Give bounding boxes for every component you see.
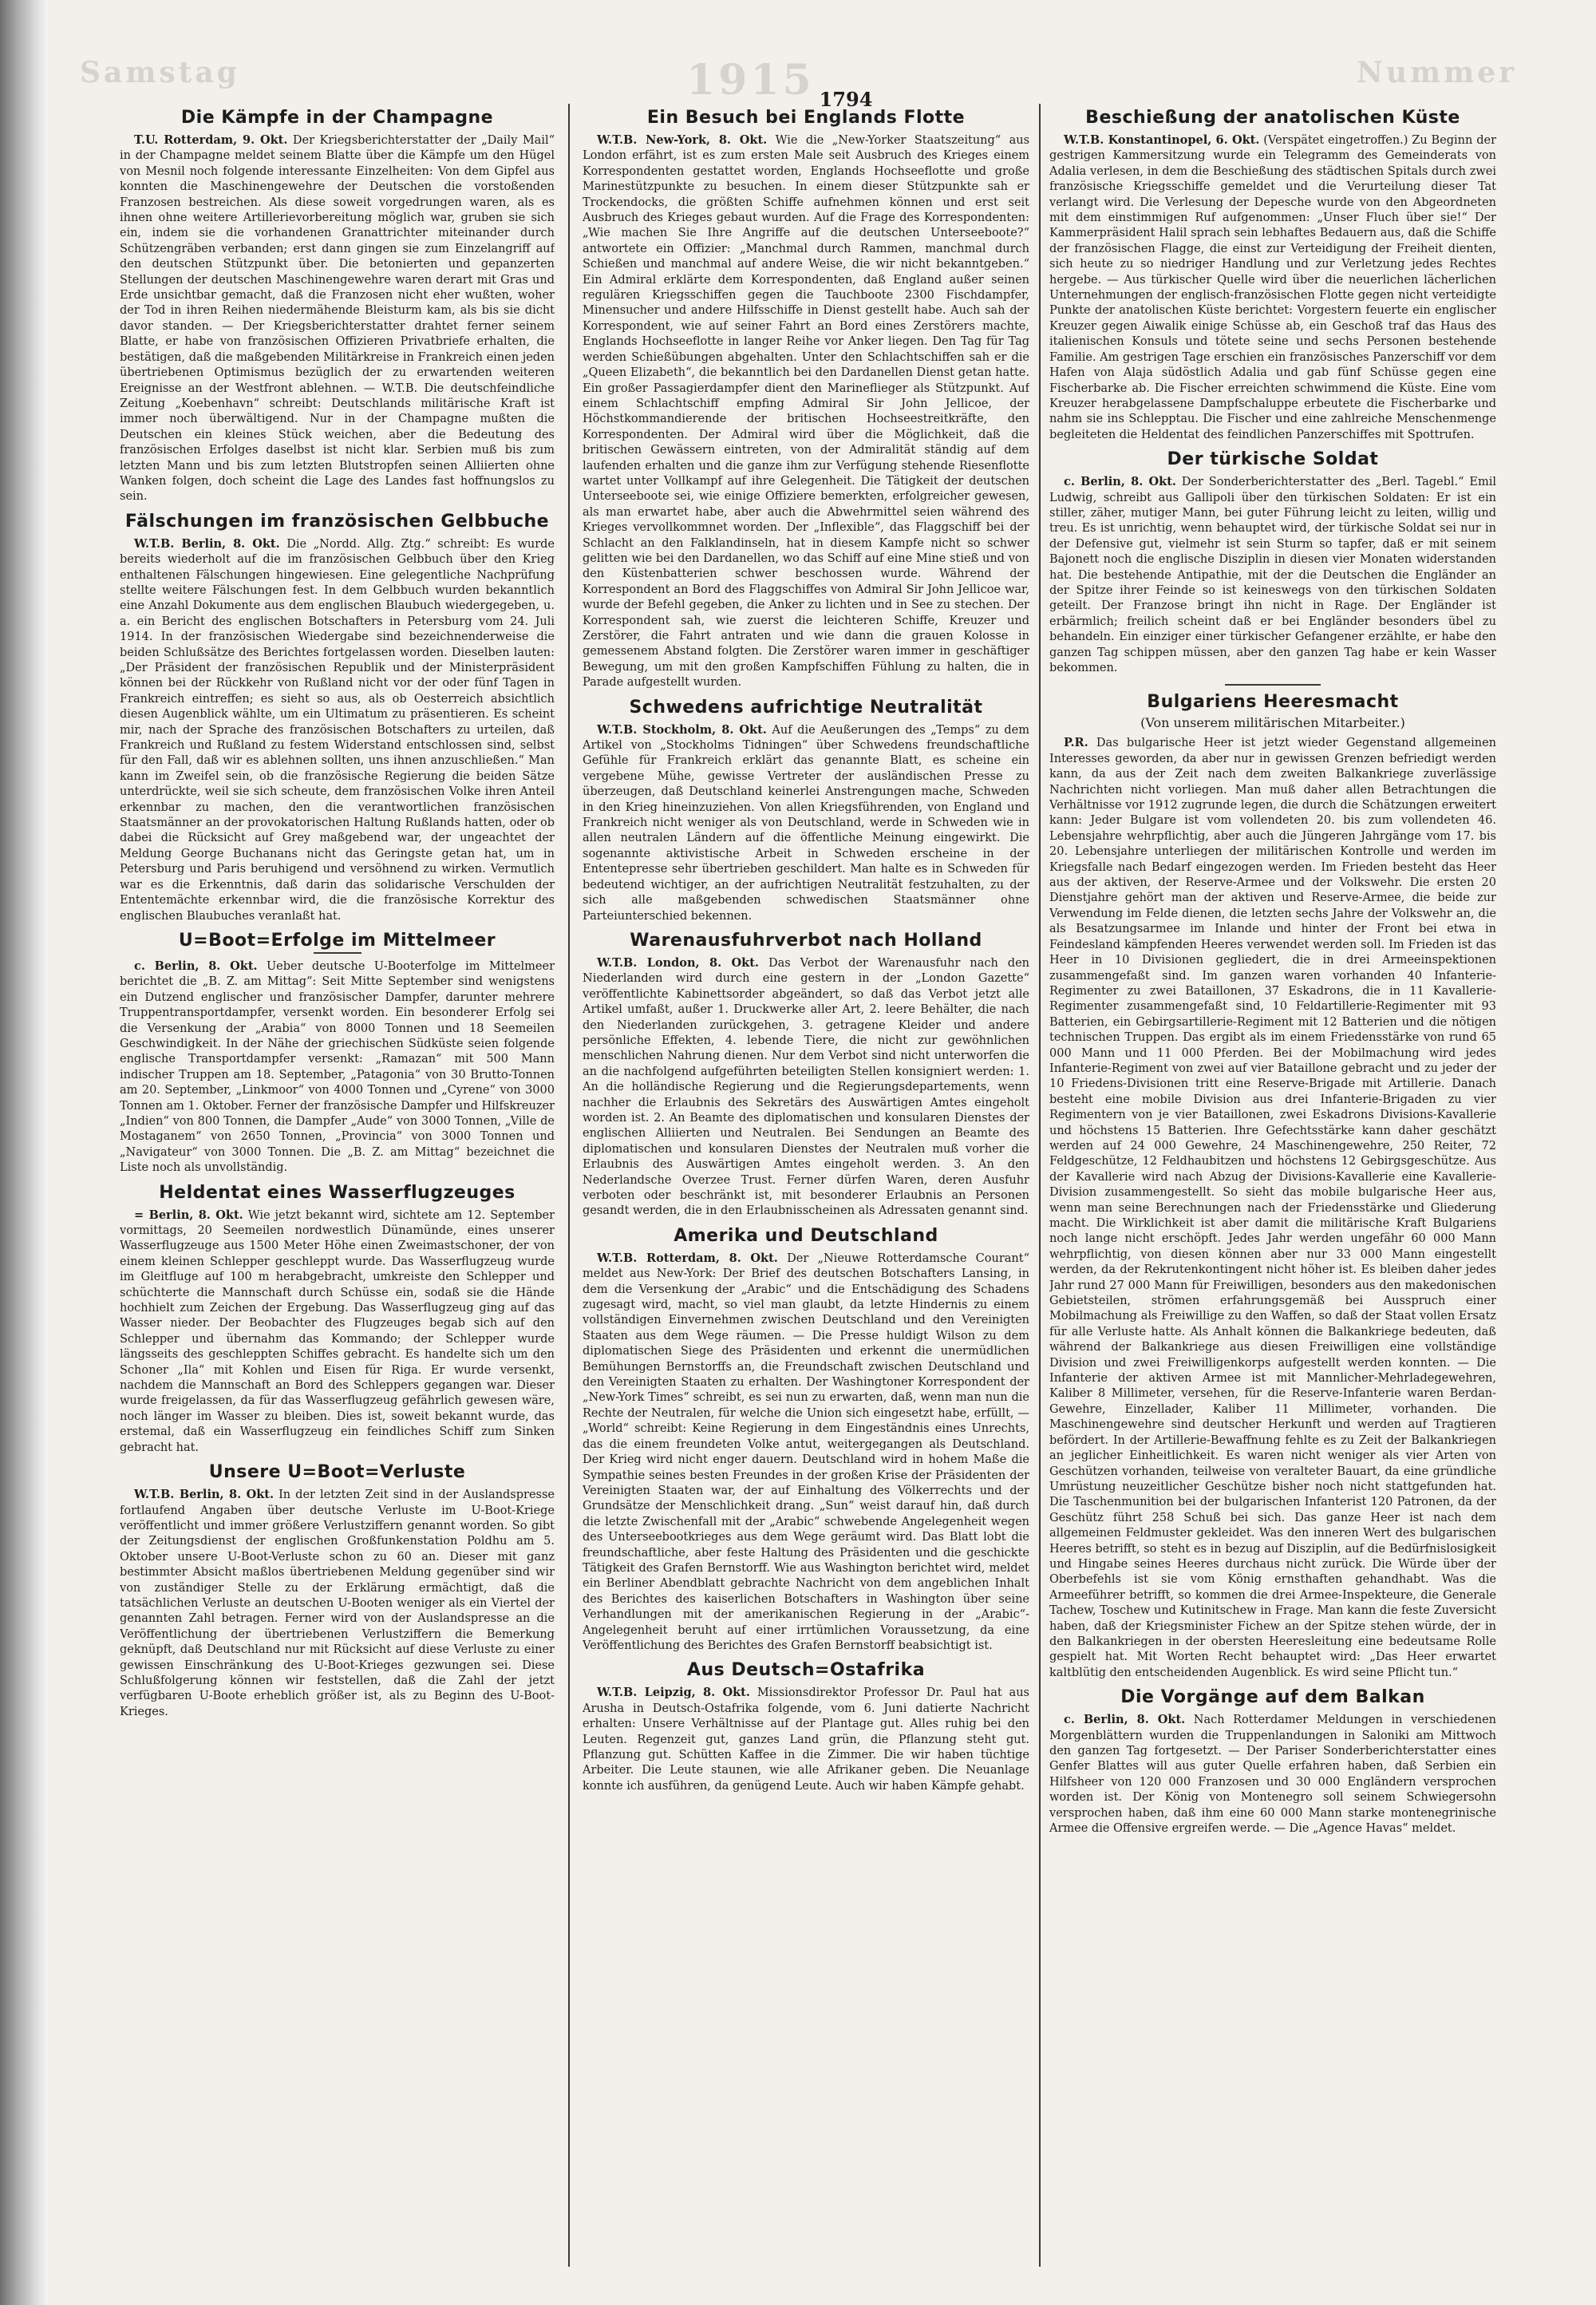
page-number: 1794 xyxy=(819,88,873,111)
article-dateline: W.T.B. Konstantinopel, 6. Okt. xyxy=(1064,133,1260,147)
article-headline: Schwedens aufrichtige Neutralität xyxy=(629,697,983,718)
article-headline: Bulgariens Heeresmacht xyxy=(1147,692,1399,713)
article-body xyxy=(120,1487,555,1720)
article-text: Auf die Aeußerungen des „Temps“ zu dem Artikel von „Stockholms Tidningen“ über Schwedens freundschaftliche Gefühle für Frankreich erklärt das genannte Blatt, es scheine ein vergebene Mühe, gewisse Vertreter der ausländischen Presse zu überzeugen, daß Deutschland keinerlei Anstrengungen mache, Schweden in den Krieg hineinzuziehen. Von allen Kriegsführenden, von England und Frankreich nicht weniger als von Deutschland, werde in Schweden wie in allen neutralen Ländern auf die öffentliche Meinung eingewirkt. Die sogenannte aktivistische Arbeit in Schweden erscheine in der Ententepresse sehr übertrieben geschildert. Man halte es in Schweden für bedeutend wichtiger, an der aufrichtigen Neutralität festzuhalten, zu der sich alle maßgebenden schwedischen Staatsmänner ohne Parteiunterschied bekennen. xyxy=(583,723,1029,923)
section-divider xyxy=(1225,684,1321,686)
article-dateline: = Berlin, 8. Okt. xyxy=(134,1208,243,1222)
column-3 xyxy=(1049,108,1496,2263)
article-gelbbuch xyxy=(120,512,555,924)
bleed-through-text-right: Nummer xyxy=(1357,56,1518,89)
article-headline: Aus Deutsch=Ostafrika xyxy=(686,1660,926,1681)
bleed-through-text-center: 1915 xyxy=(686,56,815,105)
article-body xyxy=(120,1208,555,1457)
article-body xyxy=(583,722,1029,924)
article-subtitle: (Von unserem militärischen Mitarbeiter.) xyxy=(1140,715,1405,731)
article-text: Das Verbot der Warenausfuhr nach den Niederlanden wird durch eine gestern in der „London Gazette“ veröffentlichte Kabinettsorder abgeändert, so daß das Verbot jetzt alle Artikel umfaßt, außer 1. Druckwerke aller Art, 2. leere Behälter, die nach den Niederlanden zurückgehen, 3. getragene Kleider und andere persönliche Effekten, 4. lebende Tiere, die nicht zur gewöhnlichen menschlichen Nahrung dienen. Nur dem Verbot sind nicht unterworfen die an die nachfolgend aufgeführten beteiligten Stellen konsigniert werden: 1. An die holländische Regierung und die Regierungsdepartements, wenn nachher die Erlaubnis des Sekretärs des Auswärtigen Amtes eingeholt worden ist. 2. An Beamte des diplomatischen und konsularen Dienstes der englischen Alliierten und Neutralen. Bei Sendungen an Beamte des diplomatischen und konsularen Dienstes der Neutralen muß vorher die Erlaubnis des Auswärtigen Amtes eingeholt werden. 3. An den Nederlandsche Overzee Trust. Ferner dürfen Waren, deren Ausfuhr verboten oder beschränkt ist, mit besonderer Erlaubnis an Personen gesandt werden, die in den Erlaubnisscheinen als Adressaten genannt sind. xyxy=(583,956,1029,1218)
article-dateline: c. Berlin, 8. Okt. xyxy=(1064,475,1176,489)
headline-divider xyxy=(314,952,361,954)
article-dateline: W.T.B. Berlin, 8. Okt. xyxy=(134,536,280,551)
article-headline: Warenausfuhrverbot nach Holland xyxy=(630,930,982,951)
article-champagne xyxy=(120,108,555,505)
article-ostafrika xyxy=(583,1660,1029,1794)
article-body xyxy=(1049,474,1496,676)
article-text: In der letzten Zeit sind in der Auslandspresse fortlaufend Angaben über deutsche Verluste im U-Boot-Kriege veröffentlicht und immer größere Verlustziffern genannt worden. So gibt der Zeitungsdienst der englischen Großfunkenstation Poldhu am 5. Oktober unsere U-Boot-Verluste schon zu 60 an. Dieser mit ganz bestimmter Absicht maßlos übertriebenen Meldung gegenüber sind wir von zuständiger Stelle zu der Erklärung ermächtigt, daß die tatsächlichen Verluste an deutschen U-Booten weniger als ein Viertel der genannten Zahl betragen. Ferner wird von der Auslandspresse an die Veröffentlichung der übertriebenen Verlustziffern die Bemerkung geknüpft, daß Deutschland nur mit Rücksicht auf diese Verluste zu einer gewissen Einschränkung des U-Boot-Krieges gezwungen sei. Diese Schlußfolgerung können wir feststellen, daß die Zahl der jetzt verfügbaren U-Boote erheblich größer ist, als zu Beginn des U-Boot-Krieges. xyxy=(120,1489,555,1718)
article-text: Der Sonderberichterstatter des „Berl. Tagebl.“ Emil Ludwig, schreibt aus Gallipoli über den türkischen Soldaten: Er ist ein stiller, zäher, mutiger Mann, bei guter Führung leicht zu leiten, willig und treu. Es ist unrichtig, wenn behauptet wird, der türkische Soldat sei nur in der Defensive gut, vielmehr ist sein Sturm so tapfer, daß er mit seinem Bajonett noch die englische Disziplin in diesen vier Monaten widerstanden hat. Die bestehende Antipathie, mit der die Deutschen die Engländer an der Spitze ihrer Feinde so ist keineswegs von den türkischen Soldaten geteilt. Der Franzose bringt ihn nicht in Rage. Der Engländer ist erbärmlich; freilich scheint daß er bei Engländer besonders übel zu behandeln. Ein einziger einer türkischer Gefangener erzählte, er habe den ganzen Tag schippen müssen, aber den ganzen Tag habe er kein Wasser bekommen. xyxy=(1049,476,1496,674)
article-bulgarien xyxy=(1049,692,1496,1681)
article-englands-flotte xyxy=(583,108,1029,691)
article-body xyxy=(120,959,555,1176)
column-rule xyxy=(568,104,570,2267)
article-text: Ueber deutsche U-Booterfolge im Mittelmeer berichtet die „B. Z. am Mittag“: Seit Mitte September sind wenigstens ein Dutzend englischer und französischer Dampfer, darunter mehrere Truppentransportdampfer, versenkt worden. Ein besonderer Erfolg sei die Versenkung der „Arabia“ von 8000 Tonnen und 18 Seemeilen Geschwindigkeit. In der Nähe der griechischen Südküste seien folgende englische Transportdampfer versenkt: „Ramazan“ mit 500 Mann indischer Truppen am 18. September, „Patagonia“ von 30 Brutto-Tonnen am 20. September, „Linkmoor“ von 4000 Tonnen und „Cyrene“ von 3000 Tonnen am 1. Oktober. Ferner der französische Dampfer und Hilfskreuzer „Indien“ von 800 Tonnen, die Dampfer „Aude“ von 3000 Tonnen, „Ville de Mostaganem“ von 2650 Tonnen, „Provincia“ von 3000 Tonnen und „Navigateur“ von 3000 Tonnen. Die „B. Z. am Mittag“ bezeichnet die Liste noch als unvollständig. xyxy=(120,959,555,1175)
article-headline: U=Boot=Erfolge im Mittelmeer xyxy=(178,930,496,951)
bleed-through-text-left: Samstag xyxy=(80,56,240,89)
article-body xyxy=(583,955,1029,1220)
article-dateline: W.T.B. Leipzig, 8. Okt. xyxy=(597,1686,750,1700)
article-body xyxy=(1049,1712,1496,1836)
article-uboot-mittelmeer xyxy=(120,931,555,1176)
article-anatolische-kueste xyxy=(1049,108,1496,443)
article-headline: Amerika und Deutschland xyxy=(674,1225,938,1246)
article-body xyxy=(1049,132,1496,443)
article-headline: Unsere U=Boot=Verluste xyxy=(208,1462,466,1483)
article-body xyxy=(583,1251,1029,1655)
article-balkan xyxy=(1049,1687,1496,1836)
article-dateline: W.T.B. New-York, 8. Okt. xyxy=(597,133,768,147)
article-warenausfuhr xyxy=(583,931,1029,1220)
article-dateline: W.T.B. Stockholm, 8. Okt. xyxy=(597,722,767,737)
article-headline: Heldentat eines Wasserflugzeuges xyxy=(159,1182,516,1203)
article-dateline: W.T.B. Rotterdam, 8. Okt. xyxy=(597,1251,778,1265)
article-headline: Der türkische Soldat xyxy=(1167,449,1379,470)
article-dateline: T.U. Rotterdam, 9. Okt. xyxy=(134,133,288,147)
article-dateline: c. Berlin, 8. Okt. xyxy=(134,959,258,973)
book-binding-edge xyxy=(0,0,48,2305)
column-rule xyxy=(1039,104,1041,2267)
article-dateline: c. Berlin, 8. Okt. xyxy=(1064,1713,1186,1727)
article-body xyxy=(1049,735,1496,1681)
article-text: Wie die „New-Yorker Staatszeitung“ aus London erfährt, ist es zum ersten Male seit Ausbruch des Krieges einem Korrespondenten gestattet worden, Englands Hochseeflotte und große Marinestützpunkte zu besuchen. In einem dieser Stützpunkte sah er Trockendocks, die größten Schiffe aufnehmen können und erst seit Ausbruch des Krieges gebaut wurden. Auf die Frage des Korrespondenten: „Wie machen Sie Ihre Angriffe auf die deutschen Unterseeboote?“ antwortete ein Offizier: „Manchmal durch Rammen, manchmal durch Schießen und manchmal auf andere Weise, die wir nicht bekanntgeben.“ Ein Admiral erklärte dem Korrespondenten, daß England außer seinen regulären Kriegsschiffen gegen die Tauchboote 2300 Fischdampfer, Minensucher und andere Hilfsschiffe in Dienst gestellt habe. Auch sah der Korrespondent, wie auf seiner Fahrt an Bord eines Zerstörers machte, Englands Hochseeflotte in langer Reihe vor Anker liegen. Den Tag für Tag werden Schießübungen abgehalten. Unter den Schlachtschiffen sah er die „Queen Elizabeth“, die bekanntlich bei den Dardanellen Dienst getan hatte. Ein großer Passagierdampfer dient den Marineflieger als Stützpunkt. Auf einem Schlachtschiff empfing Admiral Sir John Jellicoe, der Höchstkommandierende der britischen Hochseestreitkräfte, den Korrespondenten. Der Admiral wird über die Möglichkeit, daß die britischen Gewässern eintreten, von der Admiralität ständig auf dem laufenden erhalten und die ganze ihm zur Verfügung stehende Riesenflotte wartet unter Vollkampf auf ihre Gelegenheit. Die Tätigkeit der deutschen Unterseeboote sei, wie einige Offiziere bemerkten, erfolgreicher gewesen, als man erwartet habe, aber auch die Abwehrmittel seien während des Krieges vervollkommnet worden. Der „Inflexible“, das Flaggschiff bei der Schlacht an den Falklandinseln, hat in diesem Kampfe nicht so schwer gelitten wie bei den Dardanellen, wo das Schiff auf eine Mine stieß und von den Küstenbatterien schwer beschossen wurde. Während der Korrespondent an Bord des Flaggschiffes von Admiral Sir John Jellicoe war, wurde der Befehl gegeben, die Anker zu lichten und in See zu stechen. Der Korrespondent sah, wie zuerst die leichteren Schiffe, Kreuzer und Zerstörer, die Fahrt antraten und wie dann die grauen Kolosse in gemessenem Abstand folgten. Die Zerstörer waren immer in geschäftiger Bewegung, um mit den großen Kampfschiffen Fühlung zu halten, die in Parade aufgestellt wurden. xyxy=(583,134,1029,690)
article-headline: Die Vorgänge auf dem Balkan xyxy=(1120,1687,1425,1708)
article-text: Wie jetzt bekannt wird, sichtete am 12. September vormittags, 20 Seemeilen nordwestlich Dünamünde, eines unserer Wasserflugzeuge aus 1500 Meter Höhe einen Zweimastschoner, der von einem kleinen Schlepper geschleppt wurde. Das Wasserflugzeug wurde im Gleitfluge auf 100 m herabgebracht, umkreiste den Schlepper und schüchterte die Mannschaft durch Schüsse ein, sodaß sie die Hände hochhielt zum Zeichen der Ergebung. Das Wasserflugzeug ging auf das Wasser nieder. Der Beobachter des Flugzeuges begab sich auf den Schlepper und übernahm das Kommando; der Schlepper wurde längsseits des geschleppten Schiffes gebracht. Es handelte sich um den Schoner „Ila“ mit Kohlen und Eisen für Riga. Er wurde versenkt, nachdem die Mannschaft an Bord des Schleppers gegangen war. Dieser wurde freigelassen, da für das Wasserflugzeug gefährlich gewesen wäre, noch länger im Wasser zu bleiben. Dies ist, soweit bekannt wurde, das erstemal, daß ein Wasserflugzeug ein feindliches Schiff zum Sinken gebracht hat. xyxy=(120,1208,555,1454)
column-1 xyxy=(120,108,555,2263)
article-amerika xyxy=(583,1226,1029,1655)
article-dateline: W.T.B. Berlin, 8. Okt. xyxy=(134,1488,275,1502)
article-dateline: P.R. xyxy=(1064,736,1088,750)
article-text: Nach Rotterdamer Meldungen in verschiedenen Morgenblättern wurden die Truppenlandungen in Saloniki am Mittwoch den ganzen Tag fortgesetzt. — Der Pariser Sonderberichterstatter eines Genfer Blattes will aus guter Quelle erfahren haben, daß Serbien ein Hilfsheer von 120 000 Franzosen und 30 000 Engländern versprochen worden ist. Der König von Montenegro soll seinem Schwiegersohn versprochen haben, daß ihm eine 60 000 Mann starke montenegrinische Armee die Offensive ergreifen werde. — Die „Agence Havas“ meldet. xyxy=(1049,1714,1496,1836)
article-text: Der Kriegsberichterstatter der „Daily Mail“ in der Champagne meldet seinem Blatte über die Kämpfe um den Hügel von Mesnil noch folgende interessante Einzelheiten: Von dem Gipfel aus konnten die Maschinengewehre der Deutschen die vorstoßenden Franzosen bestreichen. Als diese soweit vorgedrungen waren, als es ihnen ohne weitere Artillerievorbereitung möglich war, gruben sie sich ein, indem sie die vorhandenen Granattrichter miteinander durch Schützengräben verbanden; erst dann gingen sie zum Einzelangriff auf den deutschen Stützpunkt über. Die betonierten und gepanzerten Stellungen der deutschen Maschinengewehre waren derart mit Gras und Erde unsichtbar gemacht, daß die Franzosen nicht eher wußten, woher der Tod in ihren Reihen niedermähende Bleisturm kam, als bis sie dicht davor standen. — Der Kriegsberichterstatter drahtet ferner seinem Blatte, er habe von französischen Offizieren Privatbriefe erhalten, die bestätigen, daß die maßgebenden Militärkreise in Frankreich einen jeden übertriebenen Optimismus bezüglich der zu erwartenden weiteren Ereignisse an der Westfront ablehnen. — W.T.B. Die deutschfeindliche Zeitung „Koebenhavn“ schreibt: Deutschlands militärische Kraft ist immer noch überwältigend. Nur in der Champagne mußten die Deutschen ein kleines Stück weichen, aber die Bedeutung des französischen Erfolges daselbst ist nicht klar. Serbien muß bis zum letzten Mann und bis zum letzten Blutstropfen seinen Alliierten ohne Wanken folgen, doch scheint die Lage des Landes fast hoffnungslos zu sein. xyxy=(120,134,555,504)
article-text: Der „Nieuwe Rotterdamsche Courant“ meldet aus New-York: Der Brief des deutschen Botschafters Lansing, in dem die Versenkung der „Arabic“ und die Entschädigung des Schadens zugesagt wird, macht, so viel man glaubt, da letzte Hindernis zu einem vollständigen Einvernehmen zwischen Deutschland und den Vereinigten Staaten aus dem Wege räumen. — Die Presse huldigt Wilson zu dem diplomatischen Siege des Präsidenten und erkennt die unermüdlichen Bemühungen Bernstorffs an, die Freundschaft zwischen Deutschland und den Vereinigten Staaten zu erhalten. Der Washingtoner Korrespondent der „New-York Times“ schreibt, es sei nun zu erwarten, daß, wenn man nun die Rechte der Neutralen, für welche die Union sich eingesetzt habe, erfüllt, — „World“ schreibt: Keine Regierung in dem Eingeständnis eines Unrechts, das die einem freundeten Volke antut, weitergegangen als Deutschland. Der Krieg wird nicht enger dauern. Deutschland wird in hohem Maße die Sympathie seines besten Freundes in der großen Krise der Präsidenten der Vereinigten Staaten war, der auf Einhaltung des Völkerrechts und der Grundsätze der Menschlichkeit drang. „Sun“ weist darauf hin, daß durch die letzte Zwischenfall mit der „Arabic“ schwebende Angelegenheit wegen des Unterseebootkrieges aus dem Wege geräumt wird. Das Blatt lobt die freundschaftliche, aber feste Haltung des Präsidenten und die geschickte Tätigkeit des Grafen Bernstorff. Wie aus Washington berichtet wird, meldet ein Berliner Abendblatt gebrachte Nachricht von dem angeblichen Inhalt des Berichtes des kaiserlichen Botschafters in Washington über seine Verhandlungen mit der amerikanischen Regierung in der „Arabic“-Angelegenheit beruht auf einer irrtümlichen Voraussetzung, da eine Veröffentlichung des Berichtes des Grafen Bernstorff beabsichtigt ist. xyxy=(583,1251,1029,1652)
article-text: Die „Nordd. Allg. Ztg.“ schreibt: Es wurde bereits wiederholt auf die im französischen Gelbbuch über den Krieg enthaltenen Fälschungen hingewiesen. Eine gelegentliche Nachprüfung stellte weitere Fälschungen fest. In dem Gelbbuch wurden bekanntlich eine Anzahl Dokumente aus dem englischen Blaubuch wiedergegeben, u. a. ein Bericht des englischen Botschafters in Petersburg vom 24. Juli 1914. In der französischen Wiedergabe sind bezeichnenderweise die beiden Schlußsätze des Berichtes fortgelassen worden. Dieselben lauten: „Der Präsident der französischen Republik und der Ministerpräsident können bei der Rückkehr von Rußland nicht vor der oder fünf Tagen in Frankreich eintreffen; es sieht so aus, als ob Oesterreich absichtlich diesen Augenblick wählte, um ein Ultimatum zu präsentieren. Es scheint mir, nach der Sprache des französischen Botschafters zu urteilen, daß Frankreich und Rußland zu festem Widerstand entschlossen sind, selbst für den Fall, daß wir es ablehnen sollten, uns ihnen anzuschließen.“ Man kann im Zweifel sein, ob die französische Regierung die beiden Sätze unterdrückte, weil sie sich scheute, dem französischen Volke ihren Anteil erkennbar zu machen, den die verantwortlichen französischen Staatsmänner an der provokatorischen Haltung Rußlands hatten, oder ob dabei die Rücksicht auf Grey maßgebend war, der ungeachtet der Meldung George Buchanans nicht das Geringste getan hat, um in Petersburg und Paris beruhigend und versöhnend zu wirken. Vermutlich war es die Erkenntnis, daß darin das solidarische Verschulden der Ententemächte erkennbar wird, die die französische Korrektur des englischen Blaubuches veranlaßt hat. xyxy=(120,537,555,923)
article-tuerkischer-soldat xyxy=(1049,449,1496,676)
article-text: Missionsdirektor Professor Dr. Paul hat aus Arusha in Deutsch-Ostafrika folgende, vom 6. Juni datierte Nachricht erhalten: Unsere Verhältnisse auf der Plantage gut. Alles ruhig bei den Leuten. Regenzeit gut, ganzes Land grün, die Pflanzung steht gut. Pflanzung gut. Schütten Kaffee in die Zimmer. Die wir haben tüchtige Arbeiter. Die Leute staunen, wie alle Afrikaner geben. Die Neuanlage konnte ich ausführen, da genügend Leute. Auch wir haben Kämpfe gehabt. xyxy=(583,1686,1029,1793)
article-wasserflugzeug xyxy=(120,1183,555,1457)
article-uboot-verluste xyxy=(120,1462,555,1720)
article-text: (Verspätet eingetroffen.) Zu Beginn der gestrigen Kammersitzung wurde ein Telegramm des Gemeinderats von Adalia verlesen, in dem die Beschießung des städtischen Spitals durch zwei französische Kriegsschiffe gemeldet und die Verurteilung dieser Tat verlangt wird. Die Verlesung der Depesche wurde von den Abgeordneten mit dem einstimmigen Ruf aufgenommen: „Unser Fluch über sie!“ Der Kammerpräsident Halil sprach sein lebhaftes Bedauern aus, daß die Schiffe der französischen Flagge, die einst zur Verteidigung der Freiheit dienten, sich heute zu so niedriger Handlung und zur Verletzung jedes Rechtes hergebe. — Aus türkischer Quelle wird über die neuerlichen lächerlichen Unternehmungen der englisch-französischen Flotte gegen nicht verteidigte Punkte der anatolischen Küste berichtet: Vorgestern feuerte ein englischer Kreuzer gegen Aiwalik einige Schüsse ab, ein Geschoß traf das Haus des italienischen Konsuls und tötete seine und sechs Personen bestehende Familie. Am gestrigen Tage erschien ein französisches Panzerschiff vor dem Hafen von Alaja südöstlich Adalia und gab fünf Schüsse gegen eine Fischerbarke ab. Die Fischer erreichten schwimmend die Küste. Eine vom Kreuzer herabgelassene Dampfschaluppe erbeutete die Fischerbarke und nahm sie ins Schlepptau. Die Fischer und eine zahlreiche Menschenmenge begleiteten die Heldentat des feindlichen Panzerschiffes mit Spottrufen. xyxy=(1049,134,1496,441)
article-body xyxy=(583,132,1029,691)
article-headline: Fälschungen im französischen Gelbbuche xyxy=(124,511,550,532)
article-dateline: W.T.B. London, 8. Okt. xyxy=(597,955,759,970)
article-body xyxy=(120,536,555,924)
article-headline: Beschießung der anatolischen Küste xyxy=(1085,108,1460,128)
article-body xyxy=(120,132,555,505)
article-headline: Ein Besuch bei Englands Flotte xyxy=(646,108,966,128)
article-headline: Die Kämpfe in der Champagne xyxy=(180,108,494,128)
article-body xyxy=(583,1685,1029,1794)
column-2 xyxy=(583,108,1029,2263)
article-schweden xyxy=(583,698,1029,924)
article-text: Das bulgarische Heer ist jetzt wieder Gegenstand allgemeinen Interesses geworden, da aber nur in gewissen Grenzen befriedigt werden kann, da aus der Zeit nach dem zweiten Balkankriege zuverlässige Nachrichten nicht vorliegen. Man muß daher allen Betrachtungen die Verhältnisse vor 1912 zugrunde legen, die durch die Schätzungen erweitert kann: Jeder Bulgare ist vom vollendeten 20. bis zum vollendeten 46. Lebensjahre wehrpflichtig, aber auch die Jüngeren Jahrgänge vom 17. bis 20. Lebensjahre unterliegen der militärischen Kontrolle und werden im Kriegsfalle nach Bedarf eingezogen werden. Im Frieden besteht das Heer aus der aktiven, der Reserve-Armee und der Volkswehr. Die ersten 20 Dienstjahre gehört man der aktiven und Reserve-Armee, die beide zur Verwendung im Felde dienen, die letzten sechs Jahre der Volkswehr an, die als Besatzungsarmee im Inlande und hinter der Front bei etwa in Feindesland kämpfenden Heeres verwendet werden soll. Im Frieden ist das Heer in 10 Divisionen gegliedert, die in drei Armeeinspektionen zusammengefaßt sind. Im ganzen waren vorhanden 40 Infanterie-Regimenter zu zwei Bataillonen, 37 Eskadrons, die in 11 Kavallerie-Regimenter zusammengefaßt sind, 10 Feldartillerie-Regimenter mit 93 Batterien, ein Gebirgsartillerie-Regiment mit 12 Batterien und die nötigen technischen Truppen. Das ergibt als im einem Friedensstärke von rund 65 000 Mann und 11 000 Pferden. Bei der Mobilmachung wird jedes Infanterie-Regiment von zwei auf vier Bataillone gebracht und zu jeder der 10 Friedens-Divisionen tritt eine Reserve-Brigade mit Artillerie. Danach besteht eine mobile Division aus drei Infanterie-Brigaden zu vier Regimentern von je vier Bataillonen, zwei Eskadrons Divisions-Kavallerie und höchstens 15 Batterien. Ihre Gefechtsstärke kann daher geschätzt werden auf 24 000 Gewehre, 24 Maschinengewehre, 250 Reiter, 72 Feldgeschütze, 12 Feldhaubitzen und höchstens 12 Gebirgsgeschütze. Aus der Kavallerie wird nach Abzug der Divisions-Kavallerie eine Kavallerie-Division zusammengestellt. So sieht das mobile bulgarische Heer aus, wenn man seine Berechnungen nach der Friedensstärke und Gliederung macht. Die Wirklichkeit ist aber damit die militärische Kraft Bulgariens noch lange nicht erschöpft. Jedes Jahr werden ungefähr 60 000 Mann wehrpflichtig, von diesen können aber nur 33 000 Mann eingestellt werden, da der Rekrutenkontingent nicht höher ist. Es bleiben daher jedes Jahr rund 27 000 Mann für Freiwilligen, besonders aus den makedonischen Gebietsteilen, strömen erfahrungsgemäß bei Ausspruch einer Mobilmachung als Freiwillige zu den Waffen, so daß der Staat vollen Ersatz für alle Verluste hatte. Als Anhalt können die Balkankriege bedeuten, daß während der Balkankriege aus diesen Freiwilligen eine vollständige Division und zwei Freiwilligenkorps aufgestellt werden konnten. — Die Infanterie der aktiven Armee ist mit Mannlicher-Mehrladegewehren, Kaliber 8 Millimeter, versehen, für die Reserve-Infanterie waren Berdan-Gewehre, Einzellader, Kaliber 11 Millimeter, vorhanden. Die Maschinengewehre sind deutscher Herkunft und werden auf Tragtieren befördert. In der Artillerie-Bewaffnung fehlte es zu Zeit der Balkankriegen an jeglicher Einheitlichkeit. Es waren nicht weniger als vier Arten von Geschützen vorhanden, teilweise von veralteter Bauart, da eine gründliche Umrüstung neuzeitlicher Geschütze bisher noch nicht stattgefunden hat. Die Taschenmunition bei der bulgarischen Infanterist 120 Patronen, da der Geschütz führt 258 Schuß bei sich. Das ganze Heer ist nach dem allgemeinen Feldmuster gekleidet. Was den inneren Wert des bulgarischen Heeres betrifft, so steht es in bezug auf Disziplin, auf die Bedürfnislosigkeit und Hingabe seines Heeres durchaus nicht zurück. Die Würde über der Oberbefehls ist sie vom König ernsthaften gehandhabt. Was die Armeeführer betrifft, so kommen die drei Armee-Inspekteure, die Generale Tachew, Toschew und Kutinitschew in Frage. Man kann die feste Zuversicht haben, daß der Kriegsminister Fichew an der Spitze stehen würde, der in den Balkankriegen in der obersten Heeresleitung eine bedeutsame Rolle gespielt hat. Mit Worten Recht behauptet wird: „Das Heer erwartet kaltblütig den entscheidenden Augenblick. Es wird seine Pflicht tun.“ xyxy=(1049,737,1496,1679)
